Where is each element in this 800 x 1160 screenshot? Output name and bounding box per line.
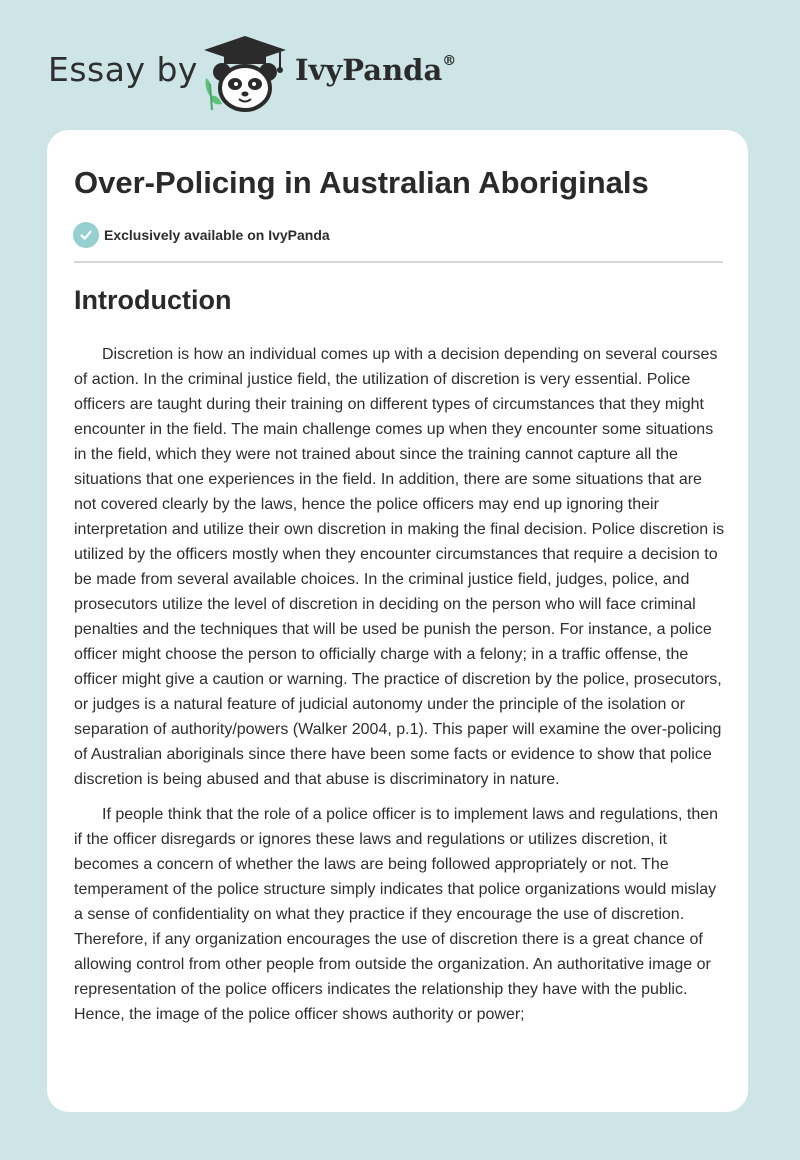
page-title: Over-Policing in Australian Aboriginals [74, 165, 649, 200]
registered-mark: ® [442, 53, 457, 70]
brand-name [295, 53, 456, 87]
title-divider [74, 261, 723, 263]
brand-name-text: IvyPanda [295, 53, 443, 87]
exclusive-badge-label: Exclusively available on IvyPanda [104, 227, 330, 243]
paragraph: If people think that the role of a police officer is to implement laws and regulations, then if the officer disregards or ignores these laws and regulations or utilizes discretion, it becomes a concern of whether the laws are being followed appropriately or not. The temperament of the police structure simply indicates that police organizations would mislay a sense of confidentiality on what they practice if they encourage the use of discretion. Therefore, if any organization encourages the use of discretion there is a great chance of allowing control from other people from outside the organization. An authoritative image or representation of the police officers indicates the relationship they have with the public. Hence, the image of the police officer shows authority or power; [74, 806, 719, 1023]
essay-by-label: Essay by [48, 50, 198, 89]
section-heading-introduction: Introduction [74, 285, 232, 315]
paragraph: Discretion is how an individual comes up with a decision depending on several courses of action. In the criminal justice field, the utilization of discretion is very essential. Police officers are taught during their training on different types of circumstances that they might encounter in the field. The main challenge comes up when they encounter some situations in the field, which they were not trained about since the training cannot capture all the situations that one experiences in the field. In addition, there are some situations that are not covered clearly by the laws, hence the police officers may end up ignoring their interpretation and utilize their own discretion in making the final decision. Police discretion is utilized by the officers mostly when they encounter circumstances that require a decision to be made from several available choices. In the criminal justice field, judges, police, and prosecutors utilize the level of discretion in deciding on the person who will face criminal penalties and the techniques that will be used be punish the person. For instance, a police officer might choose the person to officially charge with a felony; in a traffic offense, the officer might give a caution or warning. The practice of discretion by the police, prosecutors, or judges is a natural feature of judicial autonomy under the principle of the isolation or separation of authority/powers (Walker 2004, p.1). This paper will examine the over-policing of Australian aboriginals since there have been some facts or evidence to show that police discretion is being abused and that abuse is discriminatory in nature. [74, 346, 725, 788]
article-body [74, 342, 726, 1037]
panda-logo-icon [200, 34, 290, 114]
exclusive-badge [73, 222, 330, 248]
site-header [48, 30, 488, 110]
check-circle-icon [73, 222, 99, 248]
article-card [47, 130, 748, 1112]
